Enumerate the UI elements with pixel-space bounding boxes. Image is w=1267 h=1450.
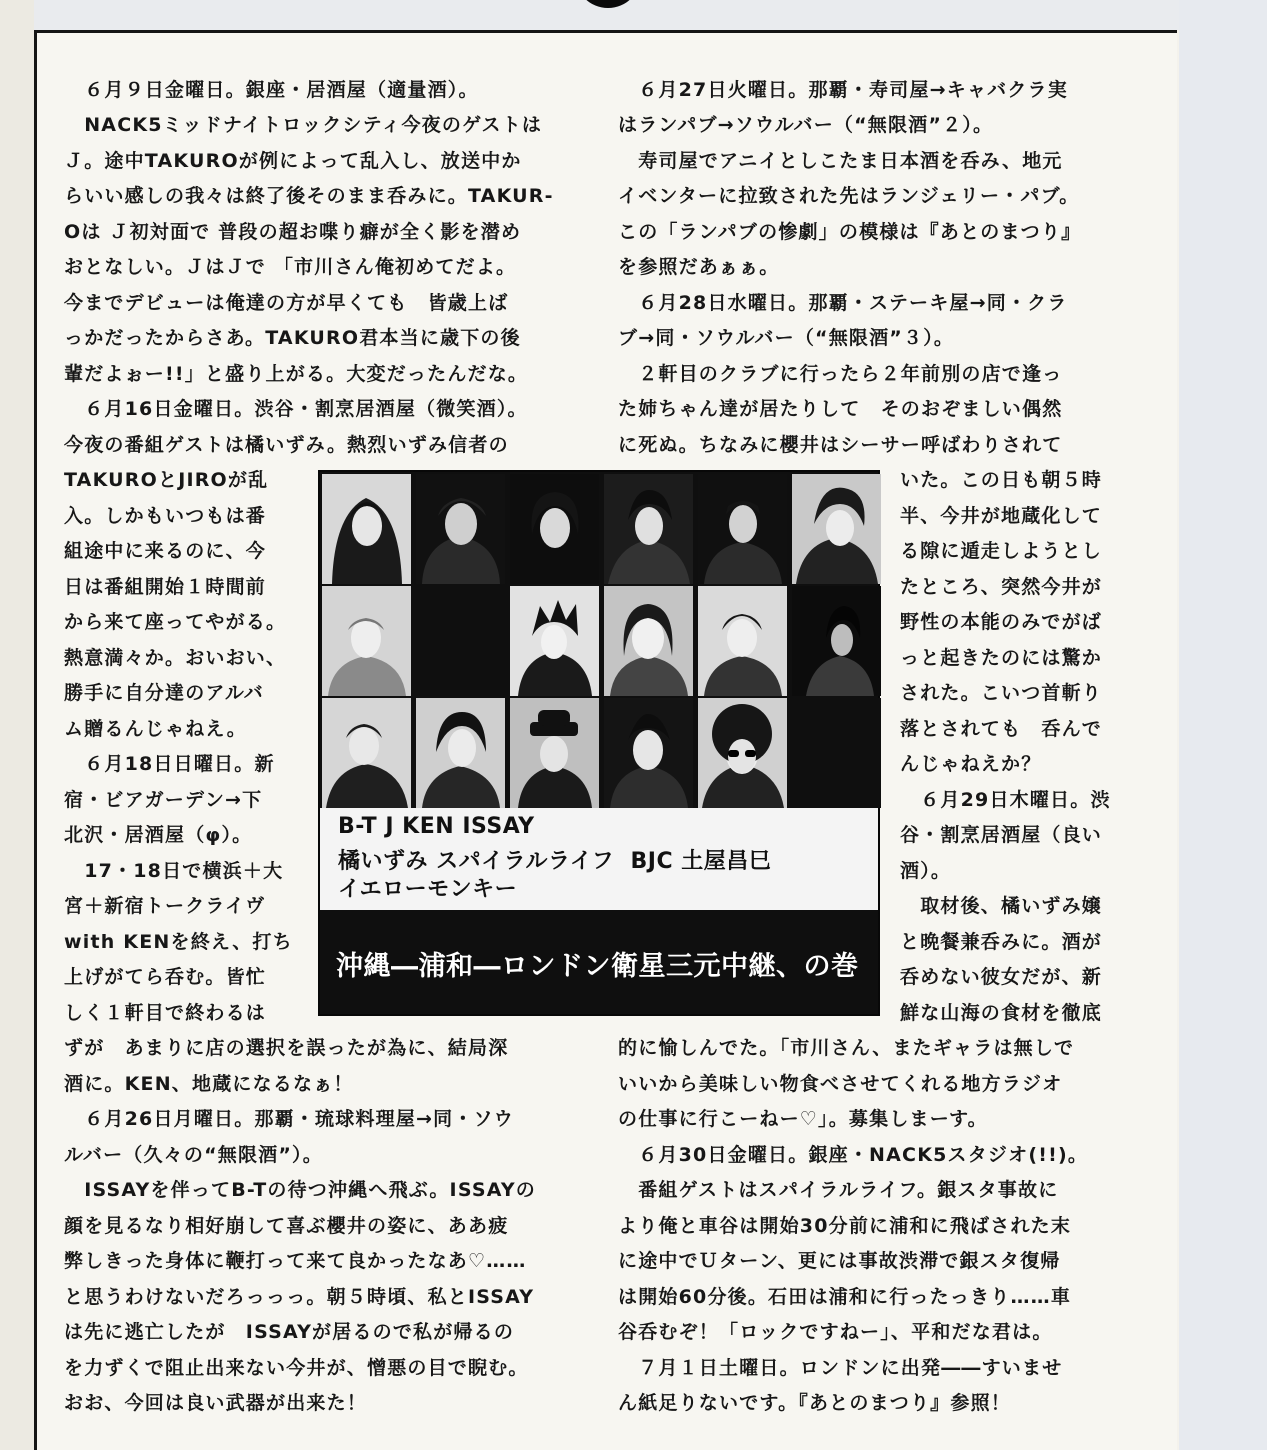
paragraph-line: 宮＋新宿トークライヴ	[64, 895, 266, 917]
artist-portrait	[416, 474, 505, 584]
paragraph-line: は先に逃亡したが ISSAYが居るので私が帰るの	[64, 1321, 515, 1343]
artist-portrait	[604, 698, 693, 808]
paragraph-line: ん紙足りないです。『あとのまつり』参照！	[618, 1392, 1011, 1414]
paragraph-line: の仕事に行こーねー♡」。募集しまーす。	[618, 1108, 988, 1130]
paragraph-line: はランパブ→ソウルバー（“無限酒”２）。	[618, 114, 994, 136]
paragraph-line: らいい感しの我々は終了後そのまま呑みに。TAKUR-	[64, 185, 554, 207]
artist-photo-panel	[318, 470, 880, 1016]
paragraph-line: ム贈るんじゃねえ。	[64, 718, 247, 740]
artist-portrait	[792, 474, 881, 584]
paragraph-line: ブ→同・ソウルバー（“無限酒”３）。	[618, 327, 955, 349]
paragraph-line: た姉ちゃん達が居たりして そのおぞましい偶然	[618, 398, 1063, 420]
artist-portrait	[322, 698, 411, 808]
background-right-strip	[1179, 0, 1267, 1450]
paragraph-line: 上げがてら呑む。皆忙	[64, 966, 267, 988]
paragraph-line: NACK5ミッドナイトロックシティ今夜のゲストは	[64, 114, 543, 136]
artist-names-line: 橘いずみ スパイラルライフ BJC 土屋昌巳	[338, 849, 772, 874]
paragraph-line: ６月30日金曜日。銀座・NACK5スタジオ(!!)。	[618, 1144, 1089, 1166]
background-left-strip	[0, 0, 34, 1450]
paragraph-line: 今までデビューは俺達の方が早くても 皆歳上ば	[64, 292, 509, 314]
paragraph-line: ルバー（久々の“無限酒”）。	[64, 1144, 323, 1166]
paragraph-line: 宿・ビアガーデン→下	[64, 789, 263, 811]
paragraph-line: 入。しかもいつもは番	[64, 505, 267, 527]
paragraph-line: 日は番組開始１時間前	[64, 576, 267, 598]
artist-portrait	[604, 586, 693, 696]
paragraph-line: 谷・割烹居酒屋（良い	[900, 824, 1103, 846]
paragraph-line: る隙に遁走しようとし	[900, 540, 1103, 562]
artist-portrait	[792, 586, 881, 696]
paragraph-line: 顔を見るなり相好崩して喜ぶ櫻井の姿に、ああ疲	[64, 1215, 509, 1237]
artist-portrait	[322, 586, 411, 696]
paragraph-line: 寿司屋でアニイとしこたま日本酒を呑み、地元	[618, 150, 1063, 172]
paragraph-line: 北沢・居酒屋（φ）。	[64, 824, 253, 846]
paragraph-line: 弊しきった身体に鞭打って来て良かったなあ♡……	[64, 1250, 527, 1272]
paragraph-line: と晩餐兼呑みに。酒が	[900, 931, 1103, 953]
paragraph-line: ７月１日土曜日。ロンドンに出発――すいませ	[618, 1357, 1063, 1379]
paragraph-line: は開始60分後。石田は浦和に行ったっきり……車	[618, 1286, 1072, 1308]
paragraph-line: ６月16日金曜日。渋谷・割烹居酒屋（微笑酒）。	[64, 398, 528, 420]
artist-portrait	[510, 698, 599, 808]
artist-portrait	[698, 698, 787, 808]
paragraph-line: より俺と車谷は開始30分前に浦和に飛ばされた末	[618, 1215, 1072, 1237]
paragraph-line: ６月26日月曜日。那覇・琉球料理屋→同・ソウ	[64, 1108, 514, 1130]
artist-names-line: B-T J KEN ISSAY	[338, 814, 535, 839]
paragraph-line: ISSAYを伴ってB-Tの待つ沖縄へ飛ぶ。ISSAYの	[64, 1179, 536, 1201]
artist-portrait	[510, 586, 599, 696]
paragraph-line: ６月29日木曜日。渋	[900, 789, 1111, 811]
artist-portrait	[510, 474, 599, 584]
paragraph-line: たところ、突然今井が	[900, 576, 1103, 598]
paragraph-line: を力ずくで阻止出来ない今井が、憎悪の目で睨む。	[64, 1357, 529, 1379]
paragraph-line: された。こいつ首斬り	[900, 682, 1103, 704]
paragraph-line: を参照だあぁぁ。	[618, 256, 780, 278]
empty-grid-cell	[792, 698, 881, 808]
paragraph-line: イベンターに拉致された先はランジェリー・パブ。	[618, 185, 1080, 207]
paragraph-line: 勝手に自分達のアルバ	[64, 682, 264, 704]
paragraph-line: 組途中に来るのに、今	[64, 540, 267, 562]
artist-portrait	[416, 698, 505, 808]
artist-names-line: イエローモンキー	[338, 877, 518, 902]
artist-portrait	[322, 474, 411, 584]
paragraph-line: ６月18日日曜日。新	[64, 753, 275, 775]
paragraph-line: 取材後、橘いずみ嬢	[900, 895, 1103, 917]
paragraph-line: に死ぬ。ちなみに櫻井はシーサー呼ばわりされて	[618, 434, 1063, 456]
paragraph-line: 鮮な山海の食材を徹底	[900, 1002, 1103, 1024]
paragraph-line: ６月28日水曜日。那覇・ステーキ屋→同・クラ	[618, 292, 1068, 314]
artist-portrait	[698, 474, 787, 584]
paragraph-line: んじゃねえか？	[900, 753, 1042, 775]
paragraph-line: 落とされても 呑んで	[900, 718, 1103, 740]
paragraph-line: ６月９日金曜日。銀座・居酒屋（適量酒）。	[64, 79, 479, 101]
paragraph-line: Oは Ｊ初対面で 普段の超お喋り癖が全く影を潜め	[64, 221, 522, 243]
paragraph-line: 谷呑むぞ！「ロックですねー」、平和だな君は。	[618, 1321, 1053, 1343]
paragraph-line: Ｊ。途中TAKUROが例によって乱入し、放送中か	[64, 150, 522, 172]
paragraph-line: しく１軒目で終わるは	[64, 1002, 267, 1024]
paragraph-line: と思うわけないだろっっっ。朝５時頃、私とISSAY	[64, 1286, 535, 1308]
paragraph-line: 酒に。KEN、地蔵になるなぁ！	[64, 1073, 354, 1095]
paragraph-line: から来て座ってやがる。	[64, 611, 287, 633]
paragraph-line: with KENを終え、打ち	[64, 931, 293, 953]
paragraph-line: 野性の本能のみでがば	[900, 611, 1103, 633]
paragraph-line: ６月27日火曜日。那覇・寿司屋→キャバクラ実	[618, 79, 1068, 101]
paragraph-line: ずが あまりに店の選択を誤ったが為に、結局深	[64, 1037, 509, 1059]
paragraph-line: TAKUROとJIROが乱	[64, 469, 269, 491]
paragraph-line: 半、今井が地蔵化して	[900, 505, 1103, 527]
paragraph-line: 番組ゲストはスパイラルライフ。銀スタ事故に	[618, 1179, 1059, 1201]
paragraph-line: 今夜の番組ゲストは橘いずみ。熱烈いずみ信者の	[64, 434, 509, 456]
article-title-caption: 沖縄―浦和―ロンドン衛星三元中継、の巻	[336, 951, 859, 982]
artist-name-block	[320, 808, 878, 910]
paragraph-line: この「ランパブの惨劇」の模様は『あとのまつり』	[618, 221, 1082, 243]
paragraph-line: おとなしい。ＪはＪで 「市川さん俺初めてだよ。	[64, 256, 517, 278]
paragraph-line: っかだったからさあ。TAKURO君本当に歳下の後	[64, 327, 521, 349]
paragraph-line: 17・18日で横浜＋大	[64, 860, 284, 882]
paragraph-line: 熱意満々か。おいおい、	[64, 647, 287, 669]
paragraph-line: ２軒目のクラブに行ったら２年前別の店で逢っ	[618, 363, 1063, 385]
paragraph-line: いた。この日も朝５時	[900, 469, 1103, 491]
paragraph-line: に途中でＵターン、更には事故渋滞で銀スタ復帰	[618, 1250, 1061, 1272]
paragraph-line: 輩だよぉー!!」と盛り上がる。大変だったんだな。	[64, 363, 529, 385]
artist-portrait	[698, 586, 787, 696]
paragraph-line: 的に愉しんでた。「市川さん、またギャラは無しで	[618, 1037, 1075, 1059]
paragraph-line: っと起きたのには驚か	[900, 647, 1103, 669]
paragraph-line: 呑めない彼女だが、新	[900, 966, 1103, 988]
paragraph-line: いいから美味しい物食べさせてくれる地方ラジオ	[618, 1073, 1063, 1095]
paragraph-line: 酒）。	[900, 860, 952, 882]
artist-portrait	[604, 474, 693, 584]
background-top-strip	[0, 0, 1267, 30]
paragraph-line: おお、今回は良い武器が出来た！	[64, 1392, 368, 1414]
empty-grid-cell	[416, 586, 505, 696]
